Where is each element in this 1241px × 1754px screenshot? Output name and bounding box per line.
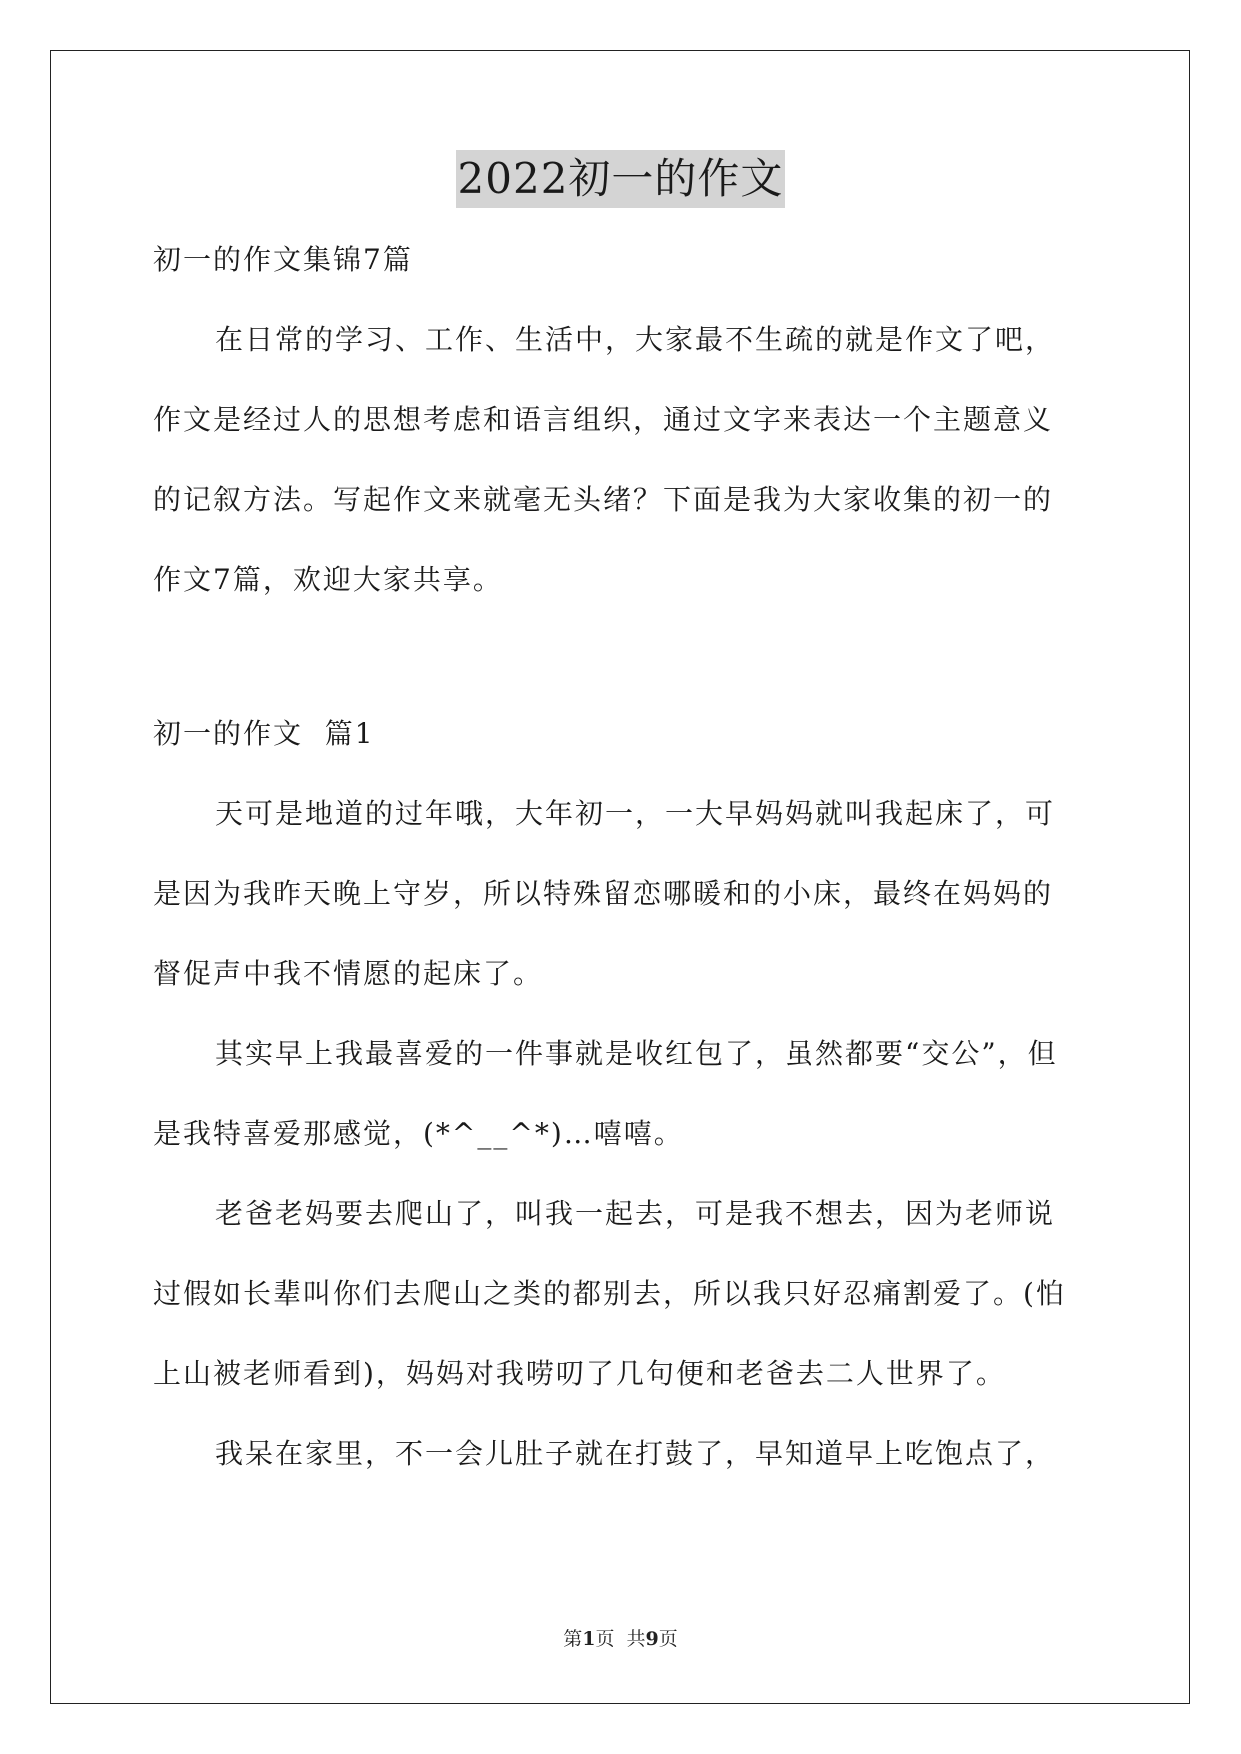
footer-prefix: 第 [563,1628,583,1650]
intro-line: 作文7篇，欢迎大家共享。 [153,563,503,596]
footer-suffix: 页 [658,1628,678,1650]
paragraph-line: 是因为我昨天晚上守岁，所以特殊留恋哪暖和的小床，最终在妈妈的 [153,877,1054,910]
paragraph-line: 天可是地道的过年哦，大年初一，一大早妈妈就叫我起床了，可 [215,797,1056,830]
section-spacer [153,635,1093,709]
paragraph-line: 老爸老妈要去爬山了，叫我一起去，可是我不想去，因为老师说 [215,1197,1056,1230]
document-body [153,235,1093,1509]
section-heading: 初一的作文 篇1 [153,717,375,750]
paragraph-line: 其实早上我最喜爱的一件事就是收红包了，虽然都要“交公”，但 [215,1037,1058,1070]
intro-line: 的记叙方法。写起作文来就毫无头绪？下面是我为大家收集的初一的 [153,483,1054,516]
intro-line: 在日常的学习、工作、生活中，大家最不生疏的就是作文了吧， [215,323,1056,356]
document-title: 2022初一的作文 [456,150,786,208]
footer-total-pages: 9 [645,1628,659,1650]
intro-line: 作文是经过人的思想考虑和语言组织，通过文字来表达一个主题意义 [153,403,1054,436]
paragraph-line: 是我特喜爱那感觉，(*^__^*)…嘻嘻。 [153,1117,684,1150]
footer-mid: 页 共 [595,1628,646,1650]
paragraph-line: 上山被老师看到)，妈妈对我唠叨了几句便和老爸去二人世界了。 [153,1357,1006,1390]
paragraph-line: 督促声中我不情愿的起床了。 [153,957,544,990]
paragraph-line: 过假如长辈叫你们去爬山之类的都别去，所以我只好忍痛割爱了。(怕 [153,1277,1066,1310]
title-area [0,150,1241,208]
footer-page-number: 1 [582,1628,596,1650]
paragraph-line: 我呆在家里，不一会儿肚子就在打鼓了，早知道早上吃饱点了， [215,1437,1056,1470]
page-footer [0,1624,1241,1651]
collection-subtitle: 初一的作文集锦7篇 [153,243,413,276]
